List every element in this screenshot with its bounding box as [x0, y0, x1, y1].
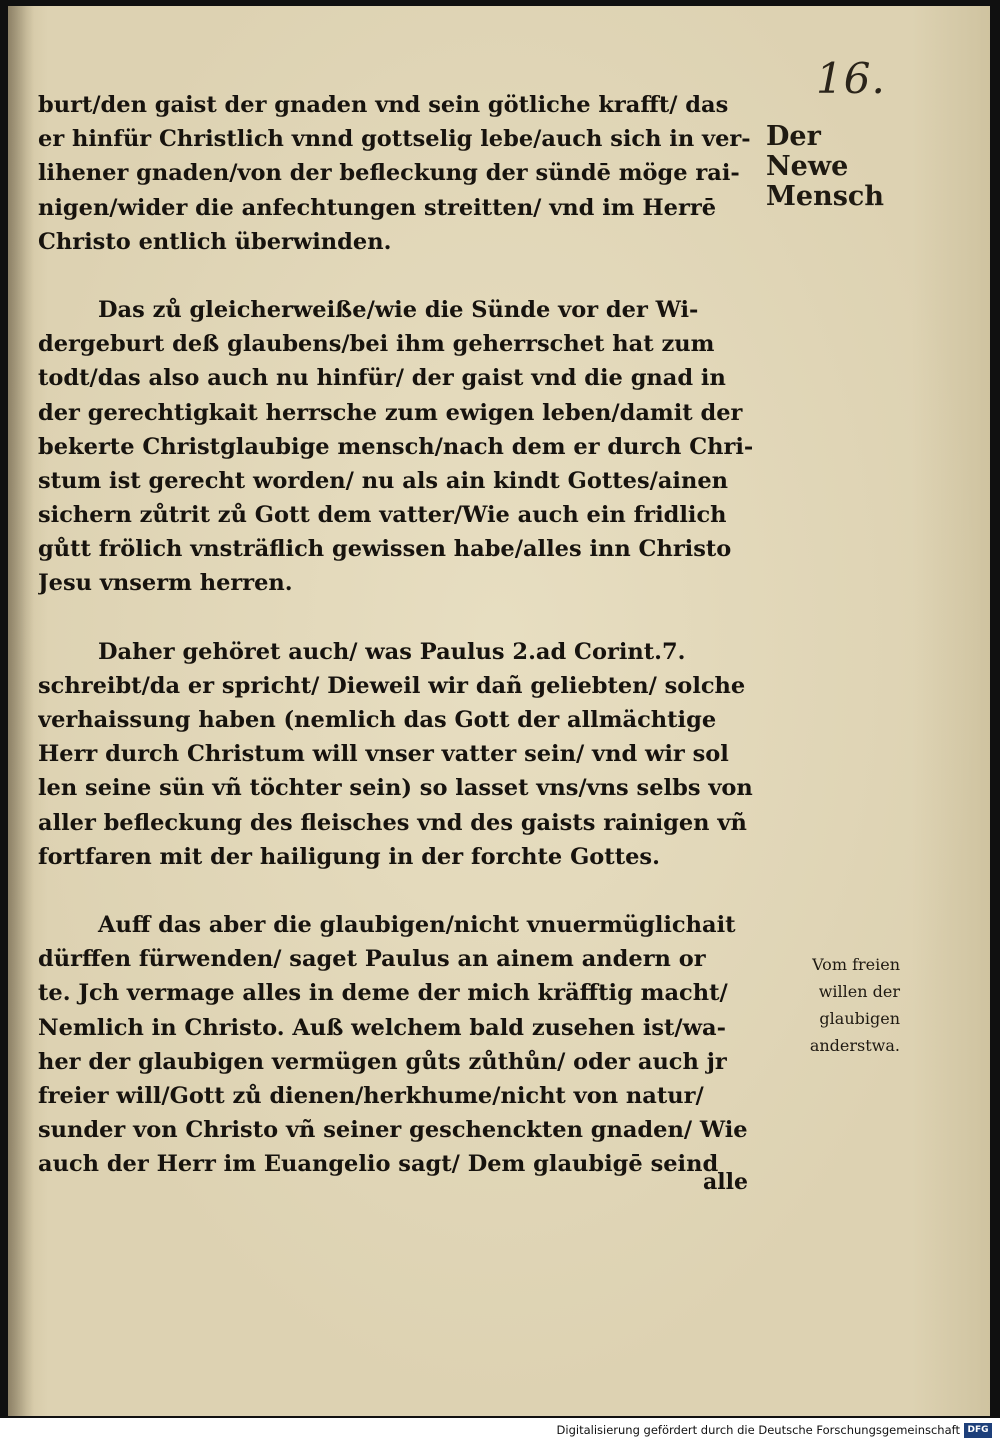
- text-line: te. Jch vermage alles in deme der mich kräfftig macht/: [38, 980, 728, 1007]
- text-line: bekerte Christglaubige mensch/nach dem er durch Chri-: [38, 433, 754, 460]
- text-line: nigen/wider die anfechtungen streitten/ vnd im Herrē: [38, 194, 717, 221]
- text-line: schreibt/da er spricht/ Dieweil wir dañ geliebten/ solche: [38, 672, 746, 699]
- catchword: alle: [703, 1169, 748, 1195]
- text-line: dürffen fürwenden/ saget Paulus an ainem andern or: [38, 946, 706, 973]
- text-line: Herr durch Christum will vnser vatter sein/ vnd wir sol: [38, 741, 729, 768]
- text-line: Christo entlich überwinden.: [38, 228, 392, 255]
- text-line: her der glaubigen vermügen gůts zůthůn/ oder auch jr: [38, 1048, 727, 1075]
- paragraph-3: [38, 635, 768, 874]
- text-line: sunder von Christo vñ seiner geschenckten gnaden/ Wie: [38, 1117, 748, 1144]
- text-line: er hinfür Christlich vnnd gottselig lebe/auch sich in ver-: [38, 126, 751, 153]
- paragraph-1: [38, 88, 768, 259]
- book-page: [8, 6, 990, 1416]
- text-line: burt/den gaist der gnaden vnd sein götliche krafft/ das: [38, 92, 729, 118]
- text-line: Das zů gleicherweiße/wie die Sünde vor der Wi-: [98, 296, 699, 323]
- text-line: aller befleckung des fleisches vnd des gaists rainigen vñ: [38, 809, 747, 836]
- text-line: dergeburt deß glaubens/bei ihm geherrschet hat zum: [38, 331, 715, 358]
- margin-note-line: Mensch: [766, 181, 884, 212]
- text-line: verhaissung haben (nemlich das Gott der allmächtige: [38, 707, 717, 733]
- text-line: der gerechtigkait herrsche zum ewigen leben/damit der: [38, 399, 743, 426]
- paragraph-2: [38, 293, 768, 601]
- text-line: gůtt frölich vnsträflich gewissen habe/alles inn Christo: [38, 536, 732, 563]
- text-line: Daher gehöret auch/ was Paulus 2.ad Corint.7.: [98, 638, 686, 665]
- folio-number: 16.: [816, 54, 886, 103]
- margin-note-line: anderstwa.: [809, 1036, 900, 1055]
- margin-note-line: glaubigen: [819, 1009, 900, 1028]
- margin-note-line: Vom freien: [812, 955, 900, 974]
- text-line: auch der Herr im Euangelio sagt/ Dem glaubigē seind: [38, 1151, 719, 1178]
- margin-note-new-man: [766, 122, 926, 212]
- text-line: stum ist gerecht worden/ nu als ain kindt Gottes/ainen: [38, 467, 729, 494]
- dfg-logo-icon: DFG: [964, 1423, 992, 1438]
- funding-credit: Digitalisierung gefördert durch die Deutsche Forschungsgemeinschaft: [556, 1423, 960, 1437]
- margin-note-free-will: [760, 951, 900, 1059]
- text-line: Jesu vnserm herren.: [38, 570, 293, 597]
- footer-bar: [0, 1418, 1000, 1443]
- gutter-shadow: [8, 6, 34, 1416]
- text-line: todt/das also auch nu hinfür/ der gaist vnd die gnad in: [38, 365, 726, 392]
- margin-note-line: willen der: [818, 982, 900, 1001]
- text-line: freier will/Gott zů dienen/herkhume/nicht von natur/: [38, 1082, 704, 1109]
- text-line: lihener gnaden/von der befleckung der sündē möge rai-: [38, 160, 740, 187]
- text-line: fortfaren mit der hailigung in der forchte Gottes.: [38, 843, 660, 870]
- text-line: len seine sün vñ töchter sein) so lasset vns/vns selbs von: [38, 775, 753, 802]
- text-line: Nemlich in Christo. Auß welchem bald zusehen ist/wa-: [38, 1014, 726, 1041]
- main-text: [38, 88, 768, 1181]
- margin-note-line: Newe: [766, 151, 849, 182]
- margin-note-line: Der: [766, 121, 821, 152]
- text-line: sichern zůtrit zů Gott dem vatter/Wie auch ein fridlich: [38, 502, 727, 529]
- paragraph-4: [38, 908, 768, 1182]
- text-line: Auff das aber die glaubigen/nicht vnuermüglichait: [98, 911, 736, 938]
